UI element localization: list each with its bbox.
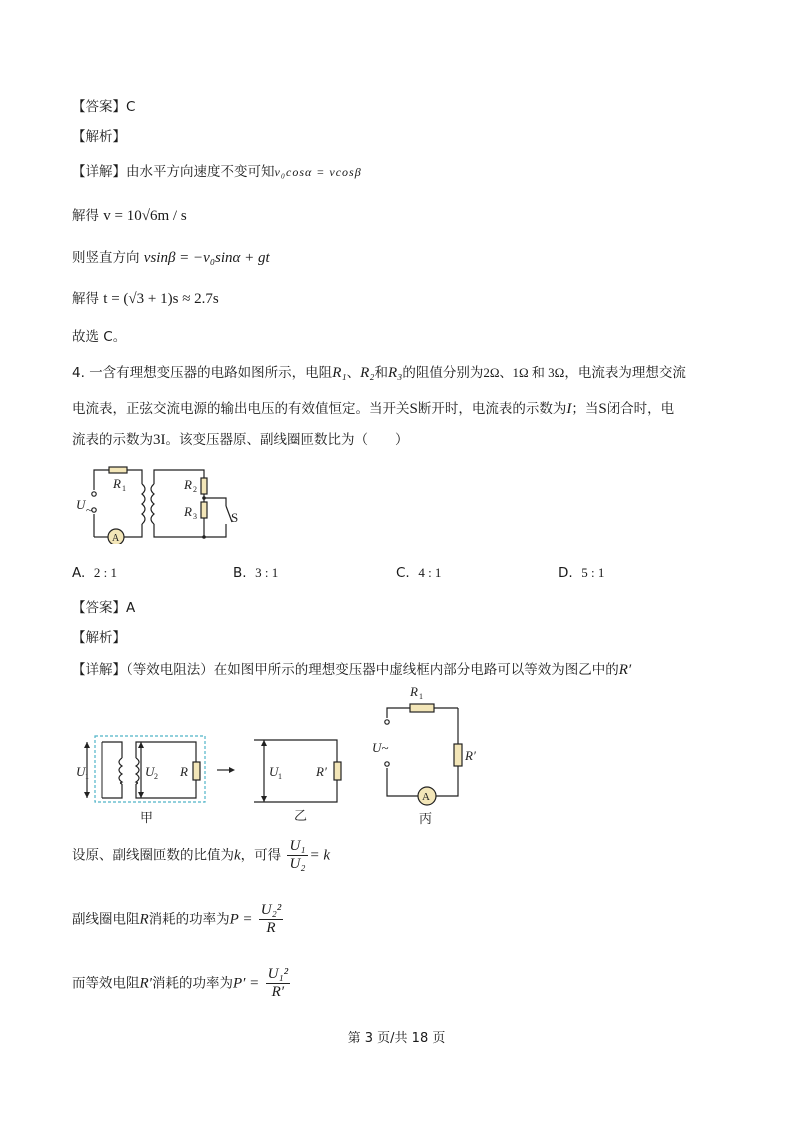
page-footer: 第 3 页/共 18 页 <box>347 1031 446 1046</box>
equation-time: t = (√3 + 1)s ≈ 2.7s <box>103 291 219 307</box>
option-value: 2 : 1 <box>93 565 118 580</box>
solve-prefix-2: 解得 <box>72 291 99 307</box>
equivalent-power-lhs: P′ = <box>232 975 260 992</box>
equivalent-power-text: 消耗的功率为 <box>151 975 233 992</box>
figure-yi-label: 乙 <box>294 808 308 823</box>
question-number: 4. <box>72 365 85 381</box>
circuit-diagram-2 <box>72 680 492 830</box>
switch-symbol: S <box>598 401 607 417</box>
power-text: 副线圈电阻 <box>72 911 140 928</box>
u1-label-b: U <box>269 764 279 779</box>
equation-vertical: vsinβ = −v₀sinα + gt <box>143 250 270 266</box>
fraction-denominator: R′ <box>271 984 285 1000</box>
r1-label: R <box>113 476 121 491</box>
resistance-values: 2Ω、1Ω 和 3Ω <box>483 365 565 380</box>
r1-symbol: R₁ <box>332 365 347 381</box>
r-prime-symbol: R′ <box>139 975 152 992</box>
option-value: 3 : 1 <box>255 565 279 580</box>
solve-prefix: 解得 <box>72 208 99 224</box>
q4-stem-line1 <box>72 361 686 382</box>
detail-tag: 【详解】 <box>72 662 126 678</box>
option-a <box>72 565 117 581</box>
power-lhs: P = <box>229 911 253 928</box>
answer-tag: 【答案】 <box>72 600 126 616</box>
option-label: B. <box>233 565 247 581</box>
equivalent-power-fraction <box>266 966 291 1001</box>
r-prime-label: R′ <box>316 764 327 779</box>
and-text: 和 <box>374 365 388 381</box>
r3-symbol: R₃ <box>387 365 403 381</box>
answer-value: C <box>126 99 136 115</box>
r3-subscript: 3 <box>193 512 197 521</box>
equivalent-power-line <box>72 966 292 1001</box>
figure-jia-label: 甲 <box>140 810 154 825</box>
answer-value: A <box>126 600 136 616</box>
current-symbol: I <box>566 401 572 417</box>
u1-subscript: 1 <box>85 772 89 781</box>
q3-answer-line <box>72 95 135 115</box>
u2-subscript: 2 <box>154 772 158 781</box>
u1-label: U <box>76 764 86 779</box>
q3-time-line <box>72 287 219 308</box>
stem-text: ；当 <box>571 401 599 417</box>
stem-text: 的阻值分别为 <box>402 365 484 381</box>
r-prime-symbol: R′ <box>618 662 632 678</box>
voltage-ratio-fraction <box>287 838 307 873</box>
r-prime-label-bing: R′ <box>465 748 476 763</box>
r1-subscript-bing: 1 <box>419 692 423 701</box>
circuit-diagram-1 <box>72 462 257 544</box>
ratio-text: 设原、副线圈匝数的比值为 <box>72 847 234 864</box>
fraction-denominator: U₂ <box>289 856 306 872</box>
equation-horizontal: v₀cosα = vcosβ <box>274 165 362 179</box>
switch-symbol: S <box>409 401 418 417</box>
switch-label: S <box>231 510 239 525</box>
ammeter-label-bing: A <box>422 791 430 803</box>
stem-text: 流表的示数为 <box>72 432 153 448</box>
q4-detail-line <box>72 658 631 679</box>
stem-text: 电流表，正弦交流电源的输出电压的有效值恒定。当开关 <box>72 401 410 417</box>
ratio-rhs: = k <box>309 847 331 864</box>
r3-label: R <box>184 504 192 519</box>
source-voltage-label: U <box>76 497 86 512</box>
detail-tag: 【详解】 <box>72 164 126 180</box>
r-symbol: R <box>139 911 149 928</box>
fraction-numerator: U₂² <box>260 902 282 918</box>
q4-stem-line2 <box>72 397 674 418</box>
ratio-line <box>72 838 330 873</box>
q4-answer-line <box>72 596 135 616</box>
r1-subscript: 1 <box>122 484 126 493</box>
equivalent-power-text: 而等效电阻 <box>72 975 140 992</box>
q4-stem-line3 <box>72 428 409 449</box>
option-b <box>233 565 278 581</box>
ac-tilde-label: ~ <box>86 503 93 517</box>
q3-detail-line <box>72 160 362 180</box>
stem-text: 闭合时，电 <box>606 401 675 417</box>
u1-subscript-b: 1 <box>278 772 282 781</box>
fraction-numerator: U₁² <box>267 966 289 982</box>
option-value: 4 : 1 <box>418 565 442 580</box>
stem-text: 断开时，电流表的示数为 <box>417 401 567 417</box>
fraction-denominator: R <box>266 920 276 936</box>
q3-analysis-tag: 【解析】 <box>72 129 126 145</box>
option-value: 5 : 1 <box>581 565 605 580</box>
r2-label: R <box>184 477 192 492</box>
three-i-symbol: 3I <box>153 432 166 448</box>
k-symbol: k <box>234 847 241 864</box>
u2-label: U <box>145 764 155 779</box>
q3-vertical-line <box>72 246 270 267</box>
option-label: C. <box>396 565 410 581</box>
power-line <box>72 902 285 937</box>
figure-bing-label: 丙 <box>419 811 433 826</box>
stem-text: 一含有理想变压器的电路如图所示，电阻 <box>89 365 333 381</box>
detail-text: 由水平方向速度不变可知 <box>126 164 275 180</box>
power-text: 消耗的功率为 <box>148 911 230 928</box>
r-label: R <box>180 764 188 779</box>
fraction-numerator: U₁ <box>289 838 306 854</box>
answer-tag: 【答案】 <box>72 99 126 115</box>
stem-text: 。该变压器原、副线圈匝数比为（ ） <box>165 432 409 448</box>
r2-subscript: 2 <box>193 485 197 494</box>
vertical-prefix: 则竖直方向 <box>72 250 140 266</box>
option-d <box>558 565 604 581</box>
q4-analysis-tag: 【解析】 <box>72 630 126 646</box>
ammeter-label: A <box>112 533 120 544</box>
q3-conclusion: 故选 C。 <box>72 329 127 345</box>
source-label-bing: U~ <box>372 740 389 755</box>
option-label: D. <box>558 565 573 581</box>
power-fraction <box>259 902 284 937</box>
ratio-text: ，可得 <box>240 847 282 864</box>
detail-text: （等效电阻法）在如图甲所示的理想变压器中虚线框内部分电路可以等效为图乙中的 <box>126 662 619 678</box>
equation-velocity: v = 10√6m / s <box>103 208 187 224</box>
stem-text: ，电流表为理想交流 <box>564 365 686 381</box>
r2-symbol: R₂ <box>360 365 375 381</box>
option-c <box>396 565 441 581</box>
r1-label-bing: R <box>410 684 418 699</box>
q3-solve-line <box>72 204 187 225</box>
option-label: A. <box>72 565 86 581</box>
separator: 、 <box>346 365 361 381</box>
